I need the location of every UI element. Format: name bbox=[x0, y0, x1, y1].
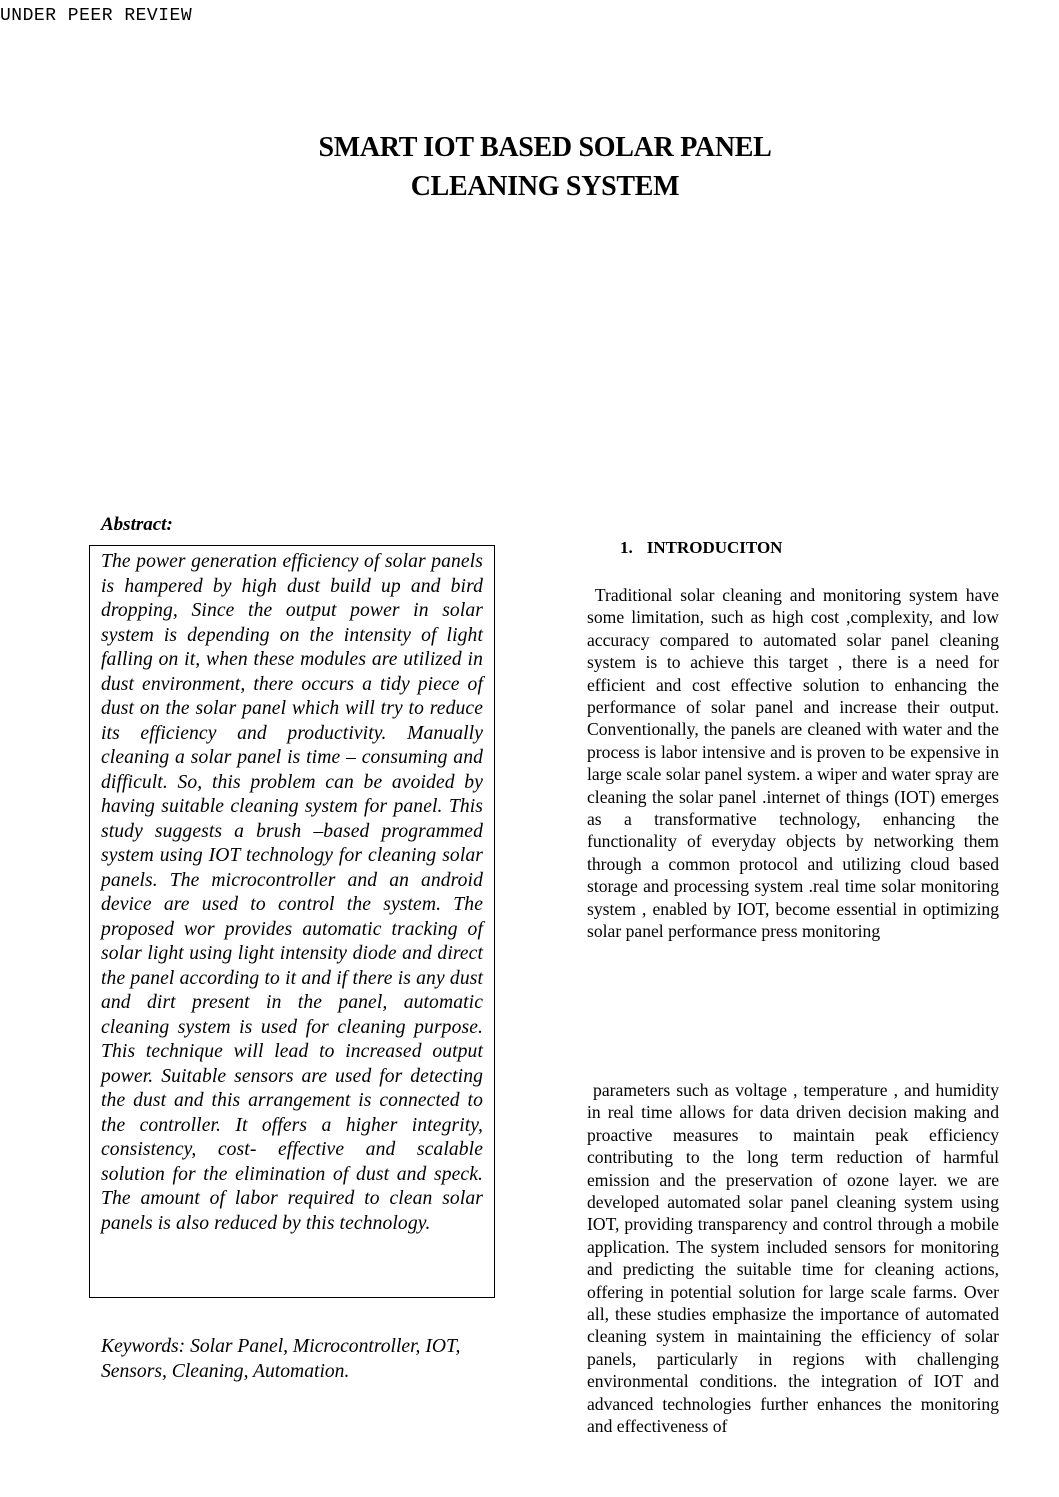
introduction-paragraph-1-text: Traditional solar cleaning and monitoring system have some limitation, such as high cost ,complexity, and low accuracy compared to automated solar panel cleaning system is to achieve this target , there is a need for efficient and cost effective solution to enhancing the performance of solar panel and increase their output. Conventionally, the panels are cleaned with water and the process is labor intensive and is proven to be expensive in large scale solar panel system. a wiper and water spray are cleaning the solar panel .internet of things (IOT) emerges as a transformative technology, enhancing the functionality of everyday objects by networking them through a common protocol and utilizing cloud based storage and processing system .real time solar monitoring system , enabled by IOT, become essential in optimizing solar panel performance press monitoring bbox=[587, 585, 999, 942]
introduction-heading bbox=[620, 538, 782, 558]
paper-title-line-1: SMART IOT BASED SOLAR PANEL bbox=[318, 132, 772, 163]
keywords: Keywords: Solar Panel, Microcontroller, IOT, Sensors, Cleaning, Automation. bbox=[101, 1336, 461, 1382]
introduction-paragraph-1 bbox=[587, 584, 999, 943]
abstract-text: The power generation efficiency of solar panels is hampered by high dust build up and bird dropping, Since the output power in solar system is depending on the intensity of light falling on it, when these modules are utilized in dust environment, there occurs a tidy piece of dust on the solar panel which will try to reduce its efficiency and productivity. Manually cleaning a solar panel is time – consuming and difficult. So, this problem can be avoided by having suitable cleaning system for panel. This study suggests a brush –based programmed system using IOT technology for cleaning solar panels. The microcontroller and an android device are used to control the system. The proposed wor provides automatic tracking of solar light using light intensity diode and direct the panel according to it and if there is any dust and dirt present in the panel, automatic cleaning system is used for cleaning purpose. This technique will lead to increased output power. Suitable sensors are used for detecting the dust and this arrangement is connected to the controller. It offers a higher integrity, consistency, cost- effective and scalable solution for the elimination of dust and speck. The amount of labor required to clean solar panels is also reduced by this technology. bbox=[101, 551, 483, 1234]
section-title: INTRODUCITON bbox=[646, 538, 783, 557]
introduction-paragraph-2 bbox=[587, 1079, 999, 1438]
paper-title bbox=[0, 128, 1059, 206]
paper-title-line-2: CLEANING SYSTEM bbox=[410, 171, 680, 202]
introduction-paragraph-2-text: parameters such as voltage , temperature , and humidity in real time allows for data driven decision making and proactive measures to maintain peak efficiency contributing to the long term reduction of harmful emission and the preservation of ozone layer. we are developed automated solar panel cleaning system using IOT, providing transparency and control through a mobile application. The system included sensors for monitoring and predicting the suitable time for cleaning actions, offering in potential solution for large scale farms. Over all, these studies emphasize the importance of automated cleaning system in maintaining the efficiency of solar panels, particularly in regions with challenging environmental conditions. the integration of IOT and advanced technologies further enhances the monitoring and effectiveness of bbox=[587, 1080, 999, 1437]
section-number: 1. bbox=[620, 538, 633, 557]
abstract-box bbox=[89, 545, 495, 1298]
peer-review-watermark: UNDER PEER REVIEW bbox=[0, 6, 193, 26]
abstract-heading: Abstract: bbox=[101, 514, 173, 535]
